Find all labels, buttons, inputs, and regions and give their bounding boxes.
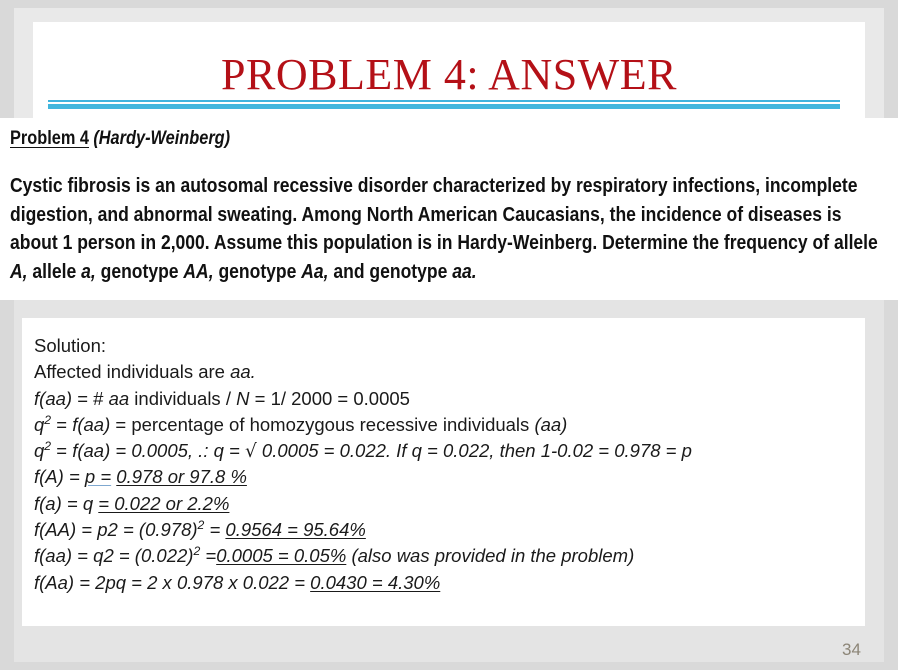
- problem-statement-segment: Cystic fibrosis is an autosomal recessive disorder characterized by respiratory infections, incomplete digestion, and abnormal sweating. Among North American Caucasians, the incidence of diseases is about 1 person in 2,000. Assume this population is in Hardy-Weinberg. Determine the frequency of allele: [10, 174, 878, 254]
- solution-text-run: =: [51, 413, 73, 435]
- solution-text-run: Solution:: [34, 335, 106, 356]
- solution-text-run: f: [34, 387, 40, 409]
- solution-text-run: = 1/ 2000 = 0.0005: [249, 387, 410, 409]
- solution-text-run: individuals /: [129, 387, 237, 409]
- divider-line-bottom: [48, 104, 840, 109]
- solution-text-run: f(AA): [34, 519, 77, 541]
- solution-text-run: =: [72, 545, 94, 567]
- problem-statement-segment: A,: [10, 259, 28, 283]
- solution-text-run: 0.0005 = 0.05%: [216, 545, 347, 567]
- f-AA-result: [34, 517, 834, 543]
- solution-text-run: p =: [84, 466, 112, 488]
- solution-text-run: p: [97, 519, 108, 541]
- q-squared-definition: [34, 412, 834, 438]
- problem-heading-label: Problem 4: [10, 128, 90, 149]
- f-Aa-result: [34, 570, 834, 596]
- solution-text-run: q: [93, 545, 104, 567]
- band-foot-inner: [14, 638, 884, 662]
- solution-text-run: =: [61, 492, 83, 514]
- problem-statement: [10, 172, 891, 286]
- solution-text-run: 0.0005 = 0.022. If: [256, 440, 412, 462]
- solution-text-run: =: [204, 519, 226, 541]
- solution-text-run: f(Aa): [34, 571, 75, 593]
- solution-text-run: pq: [105, 571, 127, 593]
- solution-text-run: 2 = (0.022): [103, 545, 194, 567]
- solution-text-run: f(A): [34, 466, 64, 488]
- solution-text-run: √: [245, 441, 257, 463]
- solution-text-run: =: [223, 440, 245, 462]
- solution-text-run: N: [236, 387, 250, 409]
- f-A-result: [34, 464, 834, 490]
- problem-heading-paren: (Hardy-Weinberg): [93, 128, 231, 149]
- solution-text-run: = 2 x 0.978 x 0.022 =: [126, 571, 311, 593]
- q-squared-value: [34, 438, 834, 464]
- solution-text-run: Affected individuals are: [34, 361, 231, 383]
- f-aa-result: [34, 543, 834, 569]
- solution-text-run: =: [51, 440, 73, 462]
- solution-text-run: 0.0430 = 4.30%: [310, 571, 441, 593]
- page-title: PROBLEM 4: ANSWER: [221, 50, 677, 99]
- solution-text-run: f(aa): [72, 413, 111, 435]
- solution-text-run: 0.978 or 97.8 %: [116, 466, 247, 488]
- affected-individuals: [34, 359, 834, 385]
- solution-text: [34, 333, 834, 596]
- solution-text-run: =: [63, 466, 85, 488]
- problem-statement-segment: Aa,: [301, 259, 329, 283]
- problem-statement-segment: a,: [81, 259, 96, 283]
- page-number: 34: [842, 640, 861, 659]
- solution-text-run: = 2: [74, 571, 106, 593]
- divider-line-top: [48, 100, 840, 102]
- solution-text-run: 2 = (0.978): [107, 519, 198, 541]
- solution-text-run: aa: [45, 387, 66, 409]
- problem-statement-segment: allele: [27, 259, 82, 283]
- solution-text-run: q: [213, 440, 224, 462]
- solution-text-run: q: [34, 440, 45, 462]
- solution-text-run: f(aa): [34, 545, 73, 567]
- solution-text-run: 2: [197, 517, 205, 532]
- solution-text-run: = percentage of homozygous recessive individuals: [110, 413, 535, 435]
- solution-text-run: q: [411, 440, 422, 462]
- solution-text-run: =: [200, 545, 217, 567]
- problem-statement-segment: genotype: [95, 259, 184, 283]
- solution-text-run: 2: [44, 439, 52, 454]
- solution-text-run: f(aa): [72, 440, 111, 462]
- solution-text-run: q: [82, 492, 94, 514]
- solution-text-run: ): [65, 387, 73, 409]
- solution-text-run: aa.: [230, 361, 256, 383]
- f-a-result: [34, 491, 834, 517]
- problem-statement-segment: and genotype: [328, 259, 453, 283]
- title-divider: [48, 100, 840, 109]
- solution-text-run: f(a): [34, 492, 62, 514]
- solution-text-run: 2: [193, 544, 201, 559]
- solution-text-run: q: [34, 413, 45, 435]
- solution-text-run: (aa): [534, 413, 568, 435]
- problem-heading: [10, 128, 230, 150]
- solution-text-run: = #: [72, 387, 109, 409]
- solution-text-run: p: [681, 440, 692, 462]
- solution-text-run: = 0.022, then 1-0.02 = 0.978 =: [421, 440, 682, 462]
- solution-text-run: 2: [44, 412, 52, 427]
- f-aa-definition: [34, 386, 834, 412]
- solution-text-run: 0.9564 = 95.64%: [225, 519, 366, 541]
- solution-text-run: = 0.022 or 2.2%: [98, 492, 230, 514]
- solution-label: [34, 333, 834, 359]
- problem-statement-segment: AA,: [183, 259, 214, 283]
- solution-text-run: aa: [108, 387, 130, 409]
- solution-text-run: = 0.0005, .:: [110, 440, 214, 462]
- solution-text-run: =: [76, 519, 98, 541]
- solution-text-run: (also was provided in the problem): [346, 545, 635, 567]
- problem-statement-segment: aa.: [452, 259, 477, 283]
- solution-text-run: (: [39, 387, 46, 409]
- problem-statement-segment: genotype: [213, 259, 302, 283]
